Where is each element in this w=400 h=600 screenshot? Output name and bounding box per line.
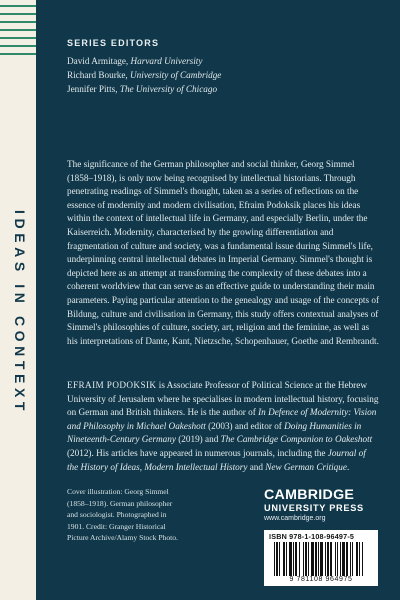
journal-title: New German Critique <box>265 461 347 472</box>
isbn-barcode <box>264 530 378 586</box>
publisher-subtitle: UNIVERSITY PRESS <box>264 503 364 513</box>
bio-text: (2012). His articles have appeared in numerous journals, including the <box>67 447 328 458</box>
editor-affiliation: Harvard University <box>130 56 203 66</box>
bio-text: , <box>139 461 145 472</box>
bio-text: . <box>346 461 350 472</box>
editor-affiliation: The University of Chicago <box>119 84 218 94</box>
book-title: The Cambridge Companion to Oakeshott <box>220 434 373 445</box>
bio-text: (2003) and editor of <box>205 420 285 431</box>
series-band <box>0 0 36 600</box>
bio-text: (2019) and <box>175 434 221 445</box>
series-editors-title: SERIES EDITORS <box>67 38 160 48</box>
barcode-icon <box>274 542 372 576</box>
book-description: The significance of the German philosopher and social thinker, Georg Simmel (1858–1918), is only now being recognised by intellectual historians. Through penetrating readings of Simmel's thought, taken as a series of reflections on the essence of modernity and modern civilisation, Efraim Podoksik places his ideas within the context of intellectual life in Germany, and especially Berlin, under the Kaiserreich. Modernity, characterised by the growing differentiation and fragmentation of culture and society, was a fundamental issue during Simmel's life, underpinning central intellectual debates in Imperial Germany. Simmel's thought is depicted here as an attempt at transforming the complexity of these debates into a coherent worldview that can serve as an effective guide to understanding their main parameters. Paying particular attention to the genealogy and usage of the concepts of Bildung, culture and civilisation in Germany, this study offers contextual analyses of Simmel's philosophies of culture, society, art, religion and the feminine, as well as his interpretations of Dante, Kant, Nietzsche, Schopenhauer, Goethe and Rembrandt. <box>67 159 380 346</box>
author-biography <box>67 379 379 474</box>
publisher-logo <box>264 488 380 524</box>
isbn-digits: 9 781108 964975 <box>289 576 353 583</box>
editor-name: Jennifer Pitts, <box>67 84 118 94</box>
publisher-name: CAMBRIDGE <box>264 487 355 503</box>
decorative-lines <box>0 0 36 70</box>
book-title: In Defence of Modernity: Vision and Philosophy in Michael Oakeshott <box>67 407 377 431</box>
bio-text: and <box>247 461 266 472</box>
series-name: IDEAS IN CONTEXT <box>12 210 28 416</box>
editor-name: David Armitage, <box>67 56 129 66</box>
isbn-label: ISBN 978-1-108-96497-5 <box>269 532 355 541</box>
bio-text: is Associate Professor of Political Science at the Hebrew University of Jerusalem where he specialises in modern intellectual history, focusing on German and British thinkers. He is the author of <box>67 380 379 418</box>
author-name: EFRAIM PODOKSIK <box>67 380 157 390</box>
journal-title: Journal of the History of Ideas <box>67 447 366 472</box>
series-editors <box>67 38 387 96</box>
publisher-url: www.cambridge.org <box>264 515 326 522</box>
editor-name: Richard Bourke, <box>67 70 128 80</box>
book-title: Doing Humanities in Nineteenth-Century Germany <box>67 420 362 445</box>
cover-credit: Cover illustration: Georg Simmel (1858–1918). German philosopher and sociologist. Photographed in 1901. Credit: Granger Historical Picture Archive/Alamy Stock Photo. <box>67 487 178 542</box>
editor-entry <box>67 54 387 68</box>
editor-entry <box>67 68 387 82</box>
editor-affiliation: University of Cambridge <box>130 70 222 80</box>
editor-entry <box>67 82 387 96</box>
journal-title: Modern Intellectual History <box>144 461 248 472</box>
